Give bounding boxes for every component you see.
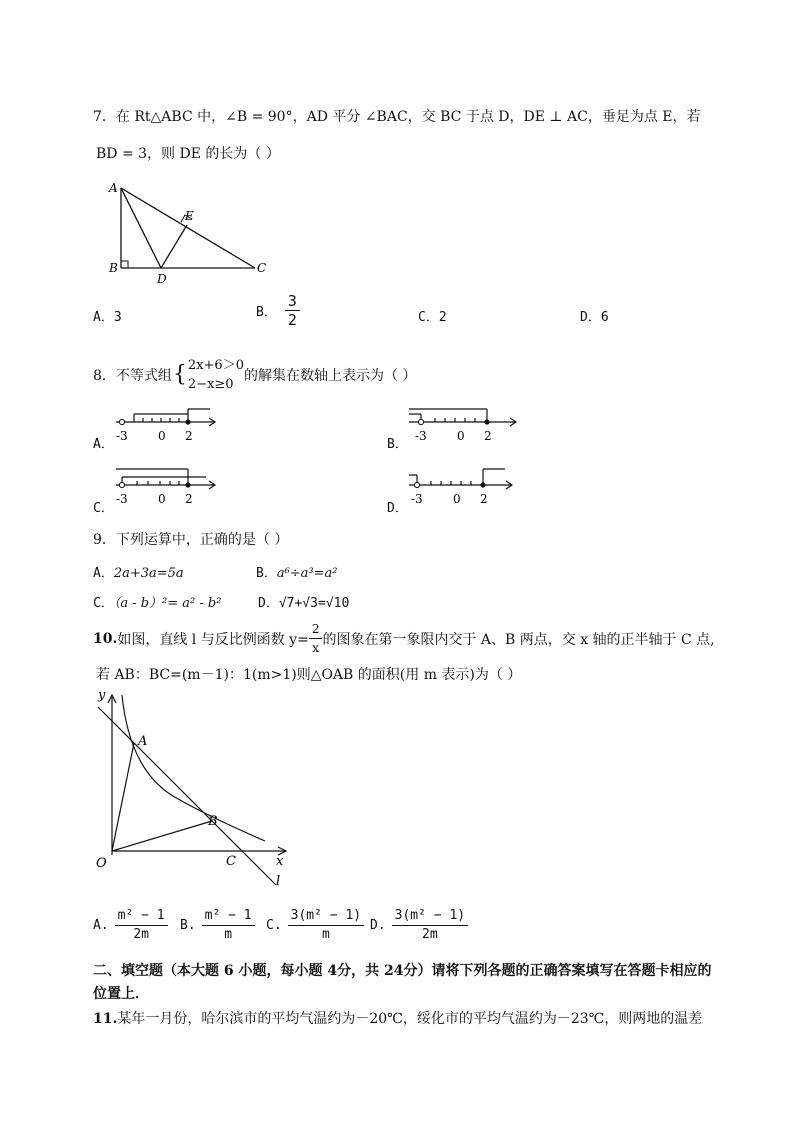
- q10-label-b: B: [208, 814, 218, 829]
- q8-option-b-label[interactable]: B．: [387, 437, 408, 452]
- q10-line2: 若 AB：BC=(m－1)：1(m>1)则△OAB 的面积(用 m 表示)为（ ）: [96, 667, 522, 683]
- q7-label-d: D: [157, 272, 167, 286]
- q7-option-b[interactable]: B． $\frac{3}{2}$: [256, 292, 300, 329]
- q8-option-c-number-line[interactable]: [112, 463, 222, 508]
- q10-number: 10.: [93, 630, 118, 647]
- q7-label-b: B: [109, 261, 118, 275]
- q10-function-figure: [90, 685, 295, 890]
- svg-text:2: 2: [484, 429, 492, 443]
- q8-number: 8．: [93, 368, 116, 384]
- q7-number: 7．: [93, 109, 116, 125]
- svg-text:-3: -3: [411, 492, 423, 506]
- q9-option-b[interactable]: B．a⁶÷a³=a²: [256, 566, 338, 581]
- q10-label-x: x: [276, 854, 284, 869]
- q9-line: [93, 529, 288, 549]
- q7-option-d[interactable]: D．6: [580, 310, 609, 325]
- q8-line: [93, 355, 416, 395]
- q9-text: 下列运算中，正确的是（ ）: [115, 532, 289, 548]
- svg-text:0: 0: [457, 429, 465, 443]
- q8-option-a-label[interactable]: A．: [93, 437, 114, 452]
- q9-option-d[interactable]: D．√7+√3=√10: [258, 596, 350, 611]
- q10-label-y: y: [98, 688, 106, 703]
- q8-option-a-number-line[interactable]: [112, 400, 222, 445]
- tick-neg3: -3: [116, 429, 128, 443]
- tick-0: 0: [158, 429, 166, 443]
- q8-option-c-label[interactable]: C．: [93, 501, 114, 516]
- q8-option-b-number-line[interactable]: [405, 400, 523, 445]
- q8-brace: {: [172, 362, 187, 387]
- svg-text:-3: -3: [116, 492, 128, 506]
- q7-label-e: E: [185, 209, 194, 223]
- q7-line1: [93, 106, 701, 126]
- tick-2: 2: [185, 429, 193, 443]
- q11-number: 11.: [93, 1011, 118, 1027]
- q11-text: 某年一月份，哈尔滨市的平均气温约为－20℃，绥化市的平均气温约为－23℃，则两地的温差: [117, 1011, 703, 1027]
- q7-text1: 在 Rt△ABC 中，∠B = 90°，AD 平分 ∠BAC，交 BC 于点 D，DE ⊥ AC，垂足为点 E，若: [115, 109, 701, 125]
- q10-option-c[interactable]: C. $\frac{\text{3(m² − 1)}}{m}$: [266, 907, 364, 944]
- svg-text:2: 2: [480, 492, 488, 506]
- q8-option-d-label[interactable]: D．: [387, 501, 408, 516]
- q8-text-post: 的解集在数轴上表示为（ ）: [243, 368, 417, 384]
- q7-option-a[interactable]: A．3: [93, 310, 122, 325]
- section-heading-line1: 二、填空题（本大题 6 小题，每小题 4分，共 24分）请将下列各题的正确答案填写在答题卡相应的: [93, 963, 712, 979]
- q7-line2: BD = 3，则 DE 的长为（ ）: [96, 146, 280, 162]
- q11-line: [93, 1008, 702, 1028]
- q7-label-a: A: [109, 181, 118, 195]
- svg-text:-3: -3: [415, 429, 427, 443]
- svg-text:0: 0: [158, 492, 166, 506]
- q7-label-c: C: [257, 261, 267, 275]
- section-heading-line2: 位置上．: [93, 986, 149, 1002]
- q8-text-pre: 不等式组: [115, 368, 172, 384]
- svg-text:2: 2: [185, 492, 193, 506]
- q10-label-a: A: [138, 734, 148, 749]
- q8-option-d-number-line[interactable]: [405, 463, 523, 508]
- q9-option-c[interactable]: C．（a - b）²= a² - b²: [93, 596, 222, 611]
- q10-label-c: C: [226, 854, 236, 869]
- q10-line1: 10. 如图，直线 l 与反比例函数 y= $\frac{2}{x}$ 的图象在第一象限内交于 A、B 两点，交 x 轴的正半轴于 C 点,: [93, 622, 715, 655]
- q10-label-o: O: [96, 856, 107, 871]
- q9-option-a[interactable]: A．2a+3a=5a: [93, 566, 184, 581]
- q10-label-l: l: [276, 874, 281, 889]
- q7-triangle-figure: [105, 180, 275, 290]
- q7-option-c[interactable]: C．2: [418, 310, 447, 325]
- q10-option-a[interactable]: A. $\frac{\text{m² − 1}}{2m}$: [93, 907, 168, 944]
- q10-option-b[interactable]: B. $\frac{\text{m² − 1}}{m}$: [180, 907, 255, 944]
- q9-number: 9．: [93, 532, 116, 548]
- q8-system: 2x+6＞0 2−x≥0: [187, 358, 244, 392]
- q10-option-d[interactable]: D. $\frac{\text{3(m² − 1)}}{2m}$: [370, 907, 468, 944]
- svg-text:0: 0: [453, 492, 461, 506]
